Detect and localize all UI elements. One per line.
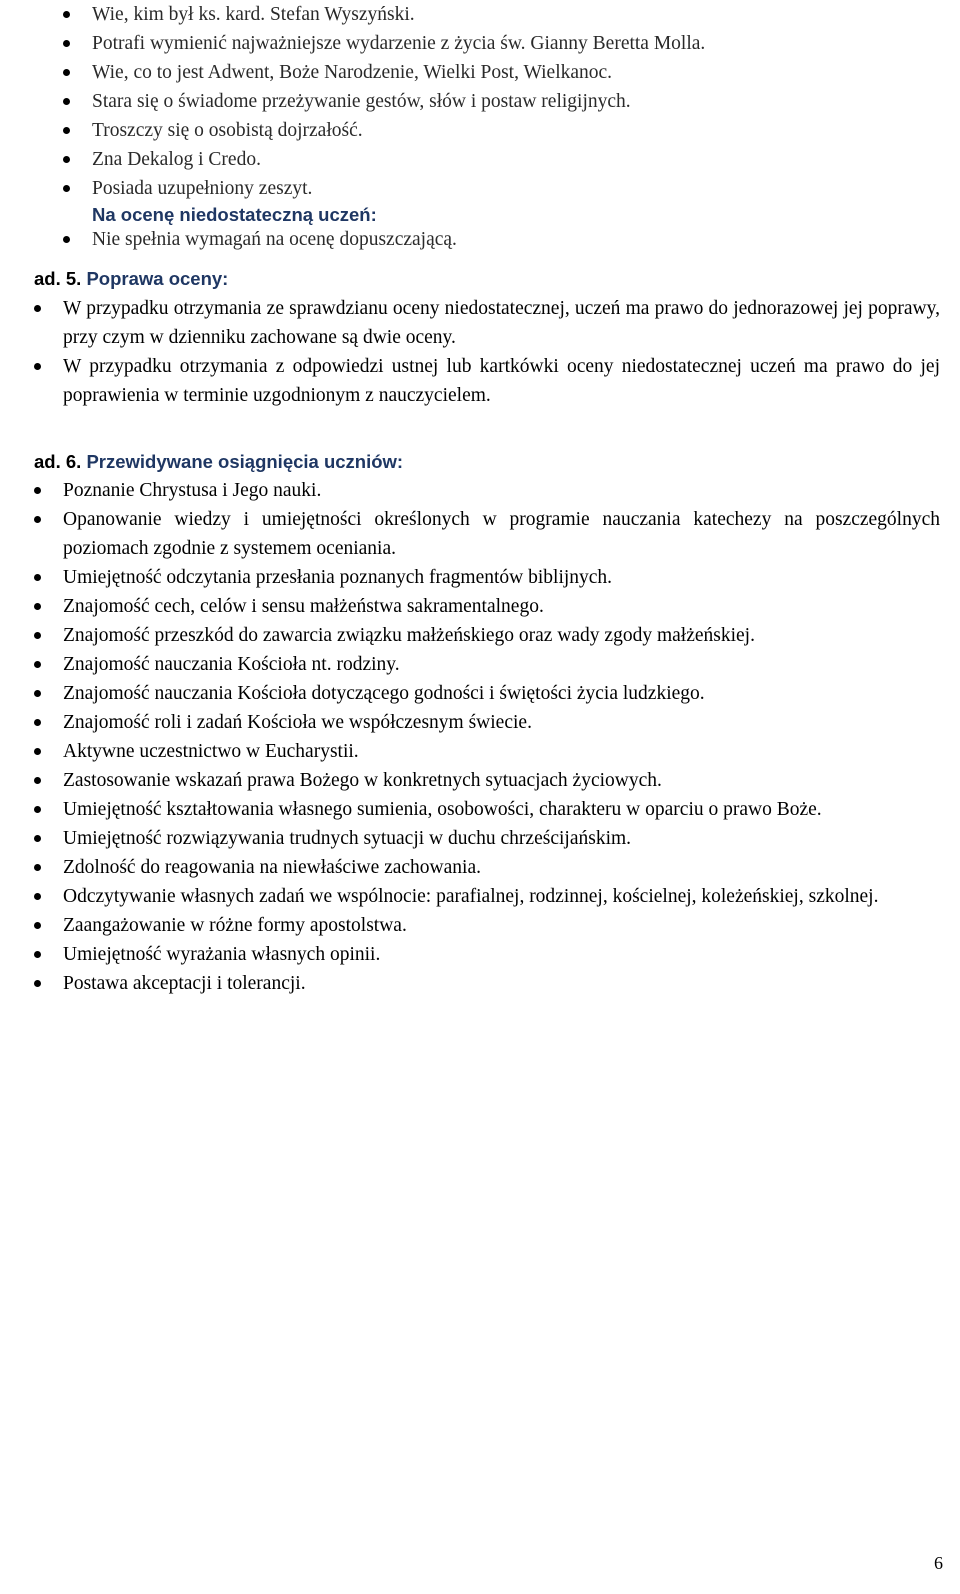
- list-item: Wie, co to jest Adwent, Boże Narodzenie, Wielki Post, Wielkanoc.: [92, 58, 932, 87]
- list-item: Znajomość przeszkód do zawarcia związku małżeńskiego oraz wady zgody małżeńskiej.: [63, 621, 940, 650]
- section-title: Przewidywane osiągnięcia uczniów:: [86, 451, 404, 472]
- list-item: Aktywne uczestnictwo w Eucharystii.: [63, 737, 940, 766]
- list-item: W przypadku otrzymania ze sprawdzianu oceny niedostatecznej, uczeń ma prawo do jednorazowej jej poprawy, przy czym w dzienniku zachowane są dwie oceny.: [63, 294, 940, 352]
- list-item: Umiejętność odczytania przesłania poznanych fragmentów biblijnych.: [63, 563, 940, 592]
- list-item: Umiejętność kształtowania własnego sumienia, osobowości, charakteru w oparciu o prawo Boże.: [63, 795, 940, 824]
- list-item: Znajomość nauczania Kościoła nt. rodziny.: [63, 650, 940, 679]
- list-item: Umiejętność rozwiązywania trudnych sytuacji w duchu chrześcijańskim.: [63, 824, 940, 853]
- section-number: ad. 5.: [34, 268, 82, 289]
- list-item: Postawa akceptacji i tolerancji.: [63, 969, 940, 998]
- section-number: ad. 6.: [34, 451, 82, 472]
- list-item: Znajomość nauczania Kościoła dotyczącego godności i świętości życia ludzkiego.: [63, 679, 940, 708]
- section-6-heading: [34, 450, 403, 474]
- list-item: Potrafi wymienić najważniejsze wydarzenie z życia św. Gianny Beretta Molla.: [92, 29, 932, 58]
- list-item: Znajomość roli i zadań Kościoła we współczesnym świecie.: [63, 708, 940, 737]
- insufficient-grade-list: [92, 225, 932, 254]
- list-item: Umiejętność wyrażania własnych opinii.: [63, 940, 940, 969]
- list-item: Posiada uzupełniony zeszyt.: [92, 174, 932, 203]
- list-item: Odczytywanie własnych zadań we wspólnocie: parafialnej, rodzinnej, kościelnej, koleżeńskiej, szkolnej.: [63, 882, 940, 911]
- list-item: W przypadku otrzymania z odpowiedzi ustnej lub kartkówki oceny niedostatecznej uczeń ma prawo do jej poprawienia w terminie uzgodnionym z nauczycielem.: [63, 352, 940, 410]
- list-item: Opanowanie wiedzy i umiejętności określonych w programie nauczania katechezy na poszczególnych poziomach zgodnie z systemem oceniania.: [63, 505, 940, 563]
- list-item: Zastosowanie wskazań prawa Bożego w konkretnych sytuacjach życiowych.: [63, 766, 940, 795]
- list-item: Stara się o świadome przeżywanie gestów, słów i postaw religijnych.: [92, 87, 932, 116]
- list-item: Zaangażowanie w różne formy apostolstwa.: [63, 911, 940, 940]
- insufficient-grade-heading: Na ocenę niedostateczną uczeń:: [92, 204, 377, 225]
- section-5-heading: [34, 267, 228, 291]
- page-number: 6: [934, 1553, 943, 1573]
- list-item: Zna Dekalog i Credo.: [92, 145, 932, 174]
- list-item: Poznanie Chrystusa i Jego nauki.: [63, 476, 940, 505]
- list-item: Znajomość cech, celów i sensu małżeństwa sakramentalnego.: [63, 592, 940, 621]
- grade-requirements-list: [92, 0, 932, 203]
- list-item: Zdolność do reagowania na niewłaściwe zachowania.: [63, 853, 940, 882]
- list-item: Wie, kim był ks. kard. Stefan Wyszyński.: [92, 0, 932, 29]
- list-item: Nie spełnia wymagań na ocenę dopuszczającą.: [92, 225, 932, 254]
- section-title: Poprawa oceny:: [86, 268, 229, 289]
- list-item: Troszczy się o osobistą dojrzałość.: [92, 116, 932, 145]
- expected-achievements-list: [63, 476, 940, 998]
- grade-correction-list: [63, 294, 940, 410]
